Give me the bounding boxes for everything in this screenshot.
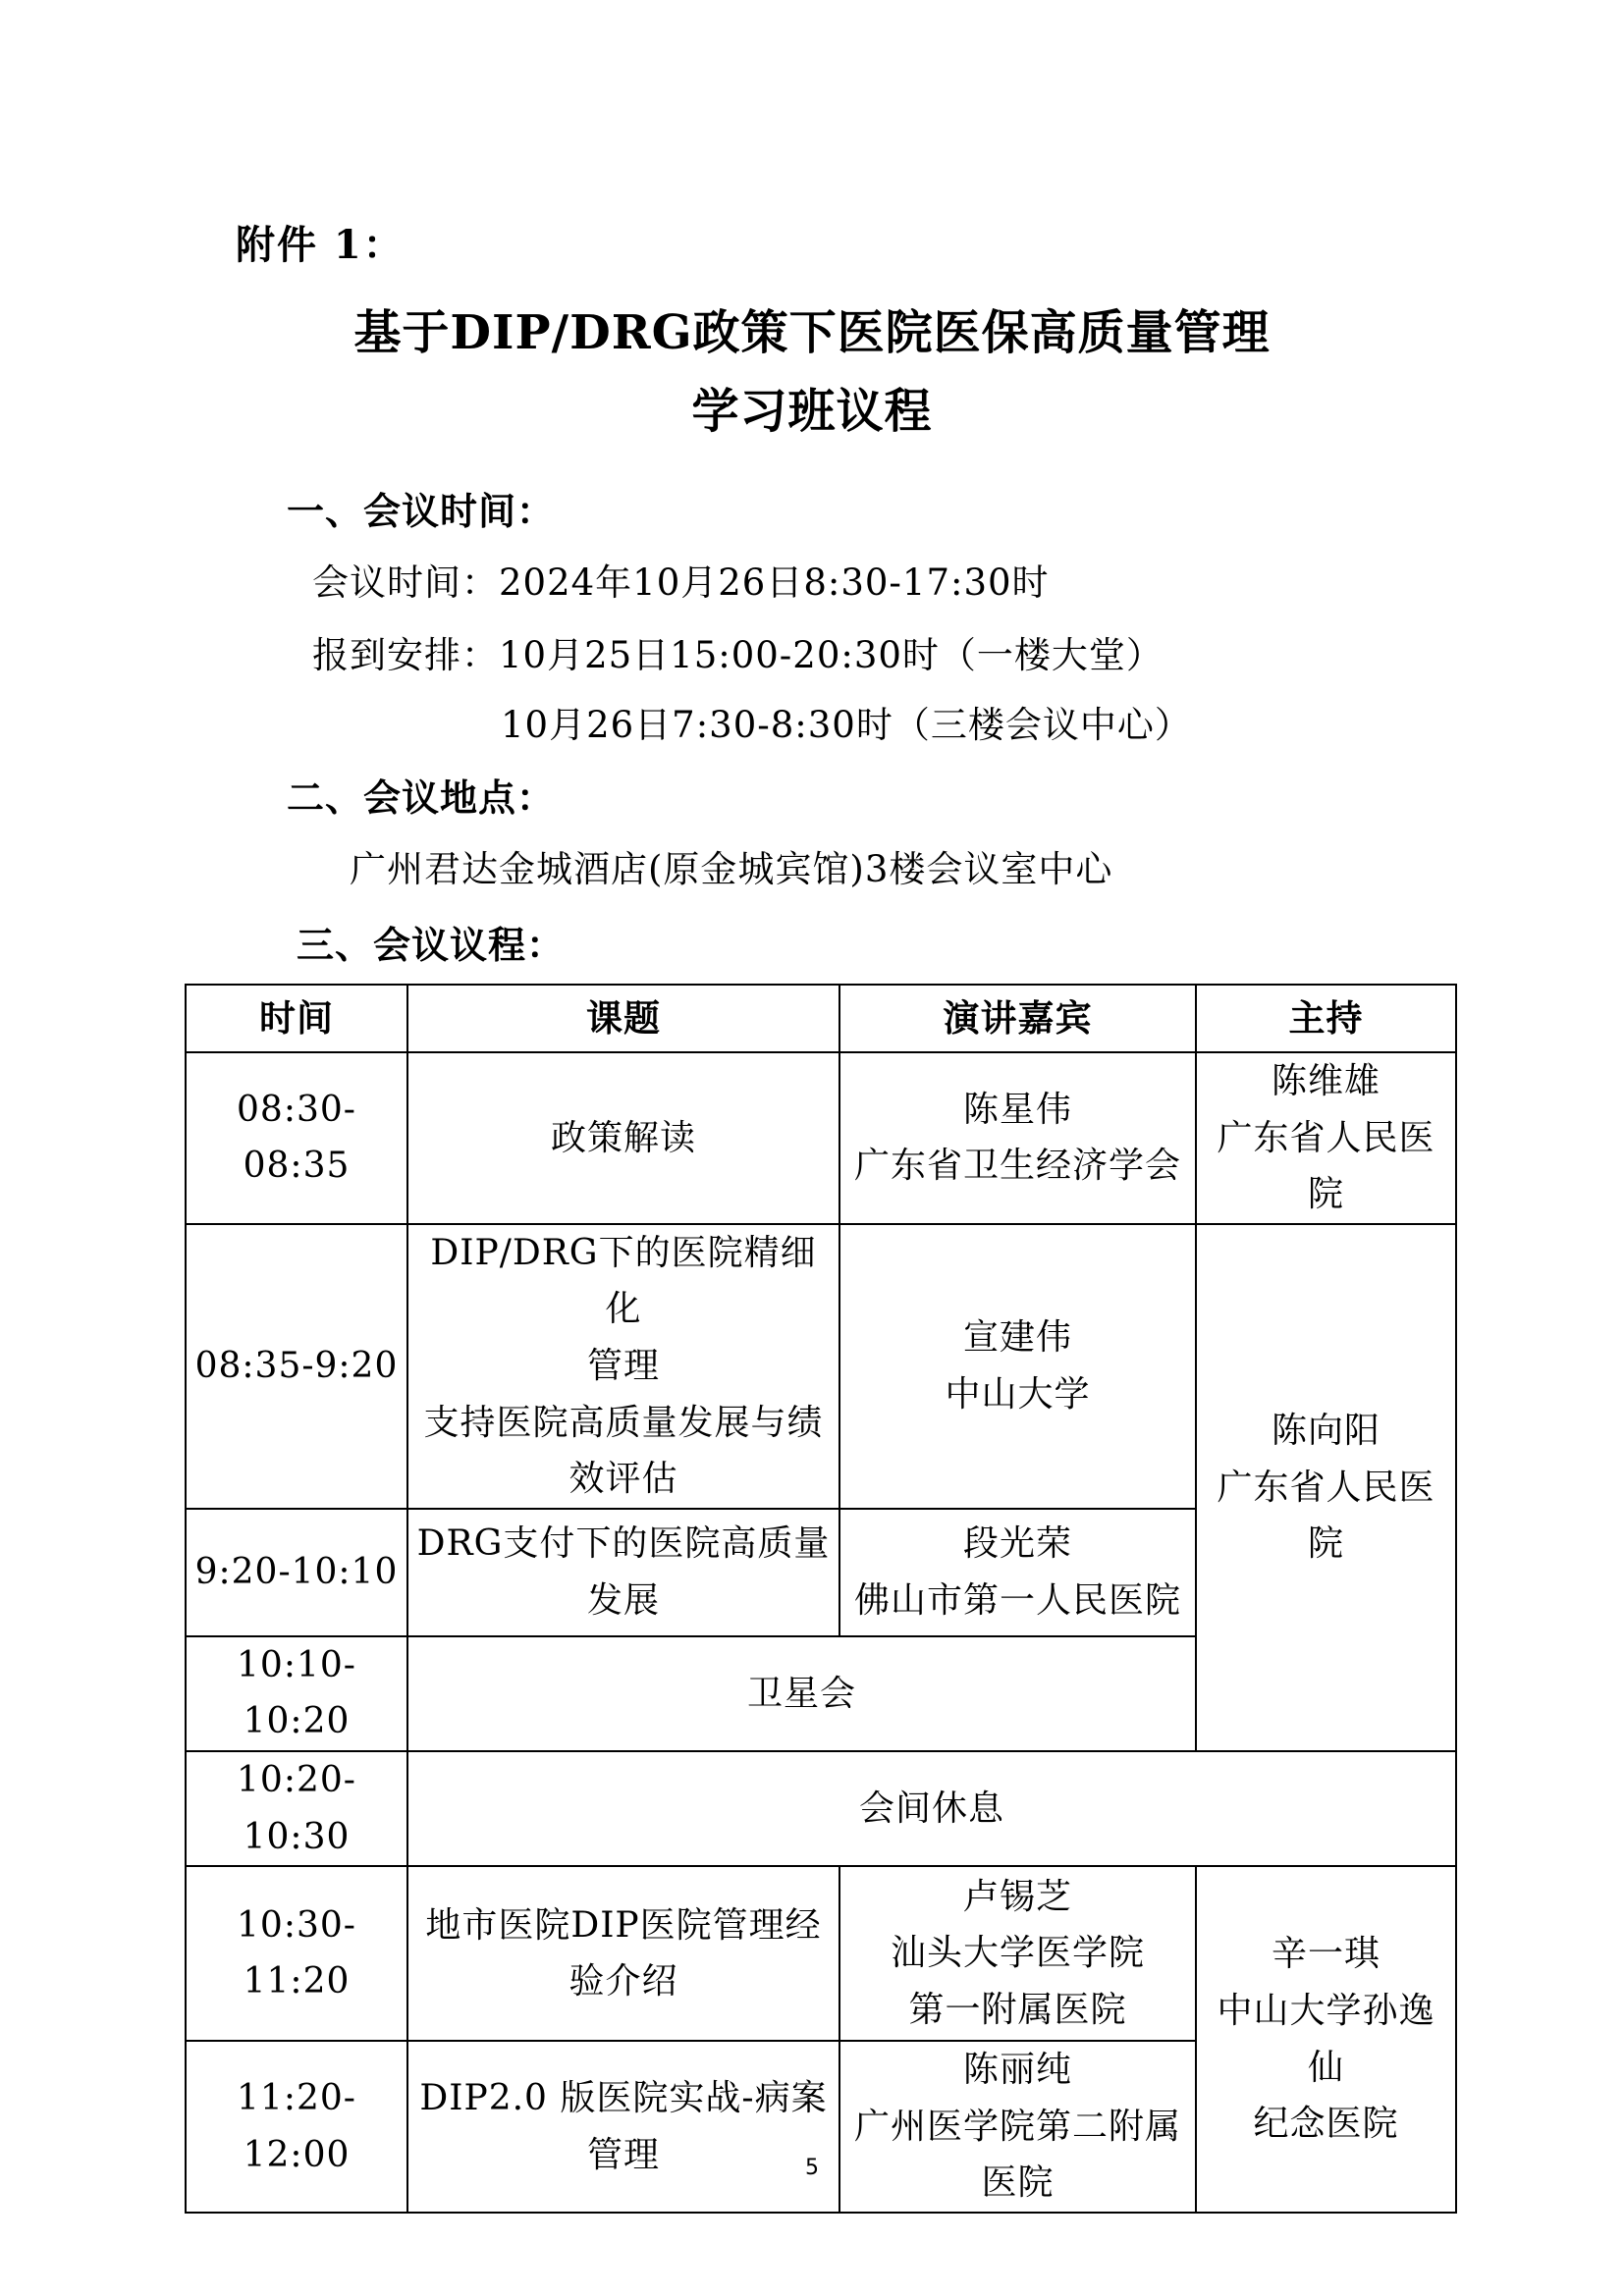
table-row	[186, 1751, 1456, 1866]
speaker-name: 段光荣	[962, 1523, 1072, 1565]
host-affiliation: 广东省人民医	[1217, 1467, 1435, 1508]
host-cell	[1196, 1052, 1456, 1224]
speaker-cell	[839, 1224, 1196, 1509]
topic-line: DRG支付下的医院高质量	[416, 1523, 831, 1565]
table-row	[186, 1866, 1456, 2041]
section-heading-venue: 二、会议地点：	[287, 775, 556, 820]
speaker-cell	[839, 1509, 1196, 1636]
topic-line: 地市医院DIP医院管理经	[425, 1904, 822, 1946]
time-cell: 11:20-12:00	[186, 2041, 407, 2213]
topic-cell	[407, 1866, 839, 2041]
topic-line: 管理	[586, 2134, 660, 2175]
speaker-name: 陈星伟	[962, 1089, 1072, 1130]
time-cell: 10:10-10:20	[186, 1636, 407, 1751]
table-row	[186, 1224, 1456, 1509]
header-host: 主持	[1196, 985, 1456, 1052]
speaker-affiliation: 广东省卫生经济学会	[853, 1146, 1181, 1187]
section-heading-time: 一、会议时间：	[287, 489, 556, 533]
time-cell: 9:20-10:10	[186, 1509, 407, 1636]
header-time: 时间	[186, 985, 407, 1052]
topic-cell	[407, 1224, 839, 1509]
topic-cell	[407, 1052, 839, 1224]
table-header-row	[186, 985, 1456, 1052]
header-speaker: 演讲嘉宾	[839, 985, 1196, 1052]
speaker-cell	[839, 1866, 1196, 2041]
section-heading-agenda: 三、会议议程：	[297, 923, 566, 967]
page-number: 5	[805, 2156, 819, 2180]
topic-line: 验介绍	[568, 1961, 678, 2002]
speaker-affiliation: 第一附属医院	[908, 1989, 1127, 2030]
topic-cell	[407, 2041, 839, 2213]
time-cell: 08:35-9:20	[186, 1224, 407, 1509]
host-name: 辛一琪	[1271, 1934, 1380, 1975]
topic-line: 发展	[586, 1579, 660, 1621]
speaker-affiliation: 汕头大学医学院	[890, 1933, 1145, 1974]
document-title-line-2: 学习班议程	[691, 384, 933, 439]
topic-line: DIP/DRG下的医院精细化	[430, 1232, 817, 1330]
speaker-name: 卢锡芝	[962, 1876, 1072, 1917]
document-title-line-1: 基于DIP/DRG政策下医院医保高质量管理	[353, 305, 1271, 360]
speaker-name: 陈丽纯	[962, 2050, 1072, 2091]
meeting-time-text: 会议时间：2024年10月26日8:30-17:30时	[312, 561, 1050, 604]
topic-cell	[407, 1509, 839, 1636]
venue-text: 广州君达金城酒店(原金城宾馆)3楼会议室中心	[350, 848, 1113, 890]
speaker-affiliation: 医院	[981, 2163, 1055, 2204]
topic-line: 支持医院高质量发展与绩	[423, 1402, 824, 1443]
registration-text-2: 10月26日7:30-8:30时（三楼会议中心）	[501, 704, 1192, 746]
merged-cell: 卫星会	[407, 1636, 1196, 1751]
speaker-affiliation: 佛山市第一人民医院	[853, 1579, 1181, 1621]
merged-cell: 会间休息	[407, 1751, 1456, 1866]
speaker-cell	[839, 2041, 1196, 2213]
topic-line: DIP2.0 版医院实战-病案	[419, 2077, 828, 2118]
host-name: 陈维雄	[1271, 1061, 1380, 1101]
speaker-affiliation: 中山大学	[945, 1373, 1091, 1415]
time-cell: 10:20-10:30	[186, 1751, 407, 1866]
host-affiliation: 院	[1307, 1174, 1344, 1215]
host-affiliation: 纪念医院	[1253, 2104, 1399, 2145]
topic-line: 政策解读	[550, 1117, 696, 1158]
registration-text-1: 报到安排：10月25日15:00-20:30时（一楼大堂）	[312, 634, 1164, 676]
speaker-cell	[839, 1052, 1196, 1224]
host-affiliation: 广东省人民医	[1217, 1117, 1435, 1158]
host-affiliation: 中山大学孙逸	[1217, 1990, 1435, 2031]
speaker-name: 宣建伟	[962, 1317, 1072, 1359]
agenda-table	[185, 984, 1457, 2214]
attachment-label: 附件 1：	[236, 222, 405, 268]
header-topic: 课题	[407, 985, 839, 1052]
host-cell	[1196, 1224, 1456, 1751]
host-affiliation: 仙	[1307, 2047, 1344, 2088]
topic-line: 效评估	[568, 1459, 678, 1500]
table-row	[186, 1052, 1456, 1224]
host-name: 陈向阳	[1271, 1410, 1380, 1451]
host-affiliation: 院	[1307, 1523, 1344, 1565]
speaker-affiliation: 广州医学院第二附属	[853, 2106, 1181, 2147]
topic-line: 管理	[586, 1345, 660, 1386]
time-cell: 10:30-11:20	[186, 1866, 407, 2041]
time-cell: 08:30-08:35	[186, 1052, 407, 1224]
